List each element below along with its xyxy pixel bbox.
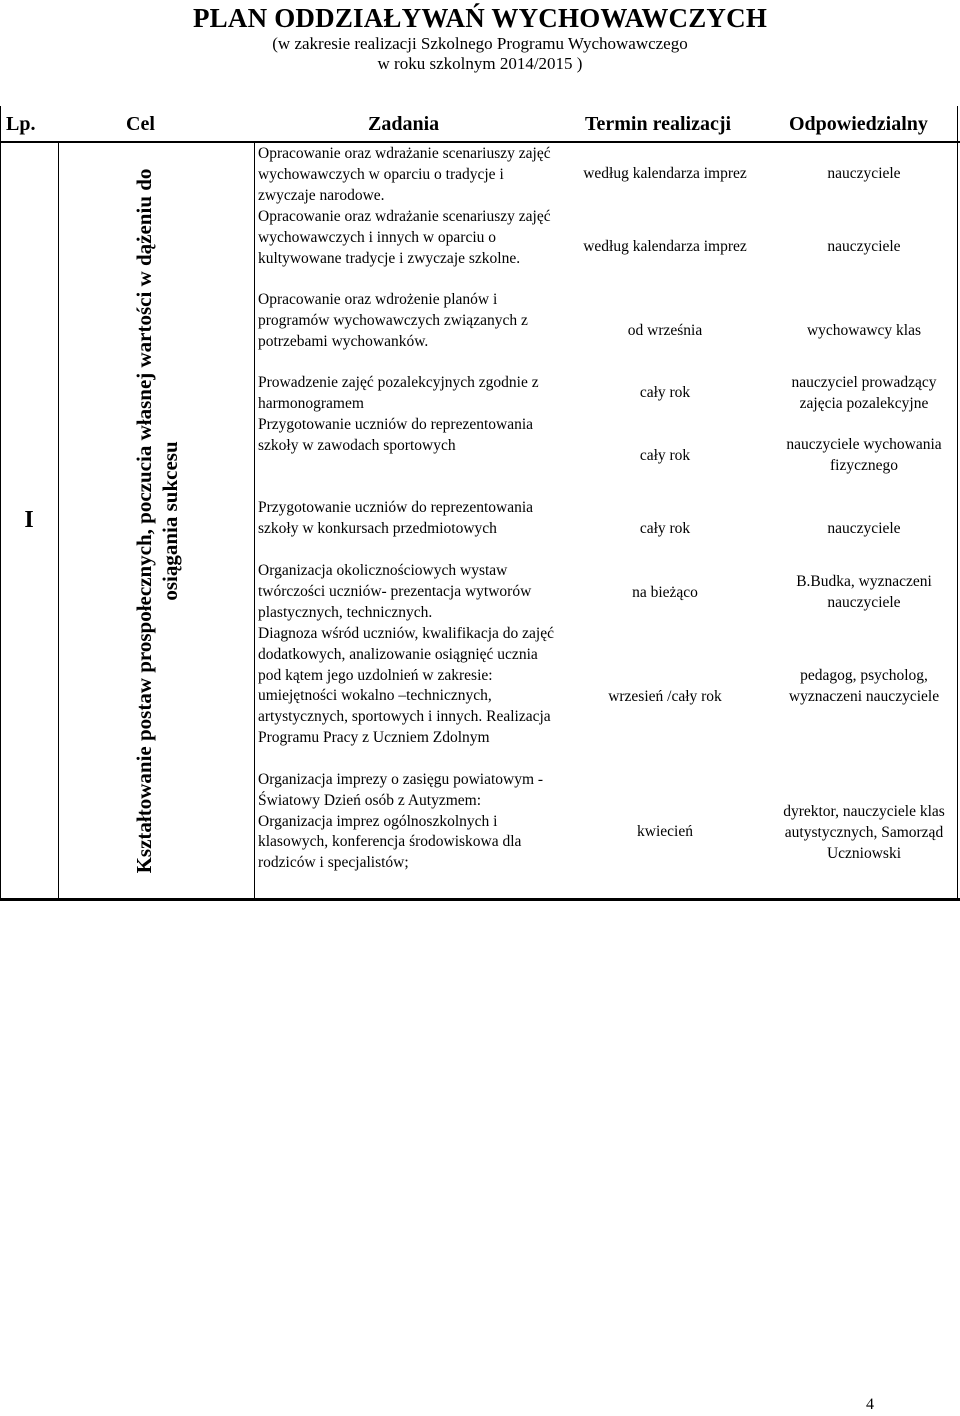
- header-cel: Cel: [126, 113, 155, 135]
- responsible-cell: nauczyciele: [827, 238, 901, 255]
- task-cell: Opracowanie oraz wdrożenie planów i programów wychowawczych związanych z potrzebami wychowanków.: [258, 291, 528, 350]
- document-title: PLAN ODDZIAŁYWAŃ WYCHOWAWCZYCH: [192, 3, 768, 33]
- term-cell: wrzesień /cały rok: [608, 688, 722, 705]
- term-cell: cały rok: [639, 520, 691, 537]
- task-cell: Przygotowanie uczniów do reprezentowania szkoły w zawodach sportowych: [258, 416, 534, 454]
- document-header: [0, 2, 960, 74]
- header-odpowiedzialny: Odpowiedzialny: [789, 113, 928, 135]
- lp-cell: [0, 143, 58, 898]
- page-number: 4: [866, 1396, 874, 1413]
- responsible-cell: nauczyciele: [827, 165, 901, 182]
- table-bottom-border: [0, 898, 960, 901]
- task-cell: Prowadzenie zajęć pozalekcyjnych zgodnie z harmonogramem: [258, 374, 539, 412]
- cel-value: Kształtowanie postaw prospołecznych, poczucia własnej wartości w dążeniu do osiągania sukcesu: [131, 168, 182, 873]
- lp-value: I: [24, 507, 34, 533]
- term-cell: na bieżąco: [632, 584, 698, 601]
- responsible-cell: B.Budka, wyznaczeni nauczyciele: [796, 573, 932, 611]
- table-header-row: [0, 106, 960, 142]
- term-cell: według kalendarza imprez: [583, 238, 747, 255]
- responsible-cell: wychowawcy klas: [806, 322, 922, 339]
- document-subtitle-line2: w roku szkolnym 2014/2015 ): [377, 54, 583, 73]
- term-cell: cały rok: [639, 447, 691, 464]
- task-cell: Opracowanie oraz wdrażanie scenariuszy zajęć wychowawczych i innych w oparciu o kultywowane tradycje i zwyczaje szkolne.: [258, 208, 551, 267]
- header-zadania: Zadania: [368, 113, 440, 135]
- term-cell: kwiecień: [637, 823, 693, 840]
- task-cell: Diagnoza wśród uczniów, kwalifikacja do zajęć dodatkowych, analizowanie osiągnięć ucznia pod kątem jego uzdolnień w zakresie: umiejętności wokalno –technicznych, artystycznych, sportowych i innych. Realizacja Programu Pracy z Uczniem Zdolnym: [258, 625, 554, 746]
- responsible-cell: nauczyciel prowadzący zajęcia pozalekcyjne: [791, 374, 937, 412]
- header-lp: Lp.: [6, 113, 36, 135]
- cel-cell: [59, 143, 254, 898]
- task-cell: Organizacja imprezy o zasięgu powiatowym - Światowy Dzień osób z Autyzmem: Organizacja imprez ogólnoszkolnych i klasowych, konferencja środowiskowa dla rodziców i specjalistów;: [258, 771, 544, 872]
- document-subtitle-line1: (w zakresie realizacji Szkolnego Programu Wychowawczego: [272, 34, 688, 53]
- task-cell: Przygotowanie uczniów do reprezentowania szkoły w konkursach przedmiotowych: [258, 499, 534, 537]
- responsible-cell: nauczyciele: [827, 520, 901, 537]
- responsible-cell: pedagog, psycholog, wyznaczeni nauczyciele: [788, 667, 940, 705]
- responsible-cell: nauczyciele wychowania fizycznego: [786, 436, 942, 474]
- cel-column-divider: [254, 143, 255, 898]
- term-cell: cały rok: [639, 384, 691, 401]
- task-cell: Opracowanie oraz wdrażanie scenariuszy zajęć wychowawczych w oparciu o tradycje i zwyczaje narodowe.: [258, 145, 551, 204]
- responsible-cell: dyrektor, nauczyciele klas autystycznych, Samorząd Uczniowski: [783, 803, 945, 862]
- header-termin: Termin realizacji: [585, 113, 732, 135]
- term-cell: od września: [627, 322, 703, 339]
- table-right-border: [957, 106, 958, 898]
- term-cell: według kalendarza imprez: [583, 165, 747, 182]
- task-cell: Organizacja okolicznościowych wystaw twórczości uczniów- prezentacja wytworów plastycznych, technicznych.: [258, 562, 532, 621]
